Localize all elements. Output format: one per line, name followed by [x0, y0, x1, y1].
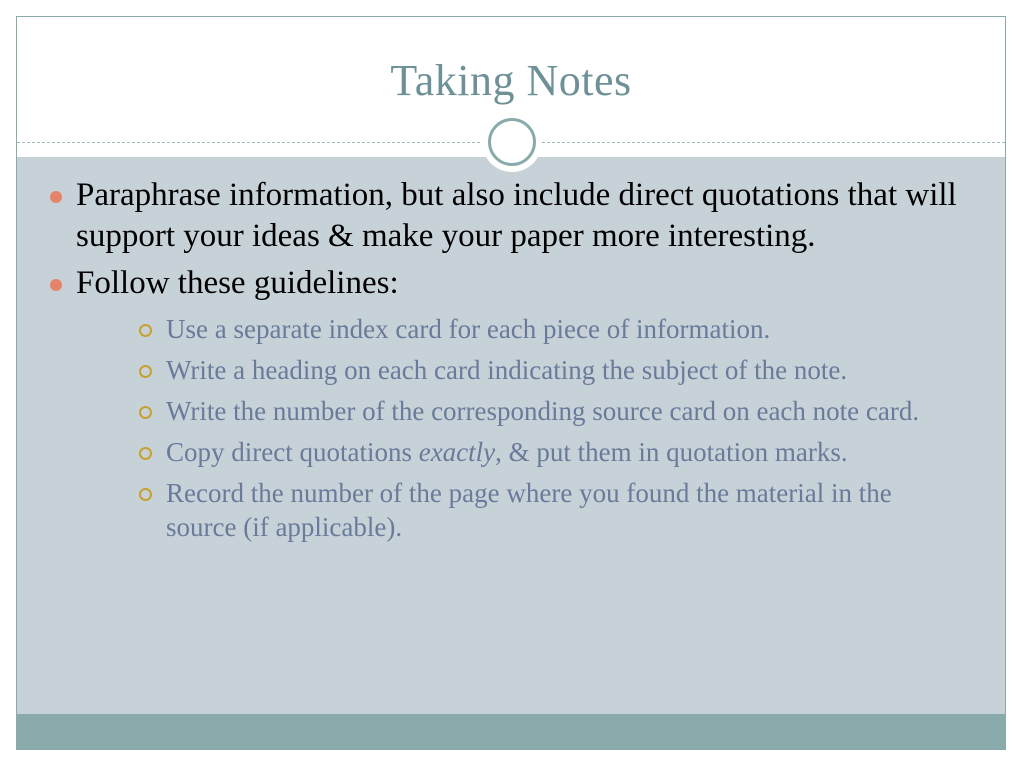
sub-bullet-ring-icon [139, 365, 152, 378]
sub-bullet-text: Write a heading on each card indicating the subject of the note. [166, 355, 848, 385]
sub-bullet-text: Use a separate index card for each piece of information. [166, 314, 771, 344]
slide-title: Taking Notes [390, 56, 632, 105]
bullet-text: Paraphrase information, but also include direct quotations that will support your ideas & make your paper more interesting. [76, 177, 957, 254]
sub-bullet-ring-icon [139, 447, 152, 460]
sub-bullet-ring-icon [139, 324, 152, 337]
slide [16, 16, 1006, 750]
bullet-item [17, 263, 1006, 544]
bullet-list [17, 175, 1006, 551]
bullet-text: Follow these guidelines: [76, 265, 399, 301]
bullet-dot-icon [50, 279, 62, 291]
sub-bullet-item [76, 394, 977, 428]
sub-bullet-item [76, 353, 977, 387]
bullet-item [17, 175, 1006, 257]
bullet-dot-icon [50, 191, 62, 203]
sub-bullet-text: Write the number of the corresponding source card on each note card. [166, 396, 920, 426]
sub-bullet-emphasis: exactly [418, 437, 496, 467]
sub-bullet-ring-icon [139, 488, 152, 501]
sub-bullet-text: Record the number of the page where you found the material in the source (if applicable). [166, 478, 892, 542]
sub-bullet-ring-icon [139, 406, 152, 419]
sub-bullet-text-before: Copy direct quotations [166, 437, 419, 467]
footer-bar [17, 714, 1005, 749]
sub-bullet-item [76, 312, 977, 346]
ring-ornament-icon [488, 118, 536, 166]
sub-bullet-text-after: , & put them in quotation marks. [495, 437, 848, 467]
sub-bullet-list [76, 312, 977, 544]
sub-bullet-item [76, 476, 977, 544]
sub-bullet-item [76, 435, 977, 469]
